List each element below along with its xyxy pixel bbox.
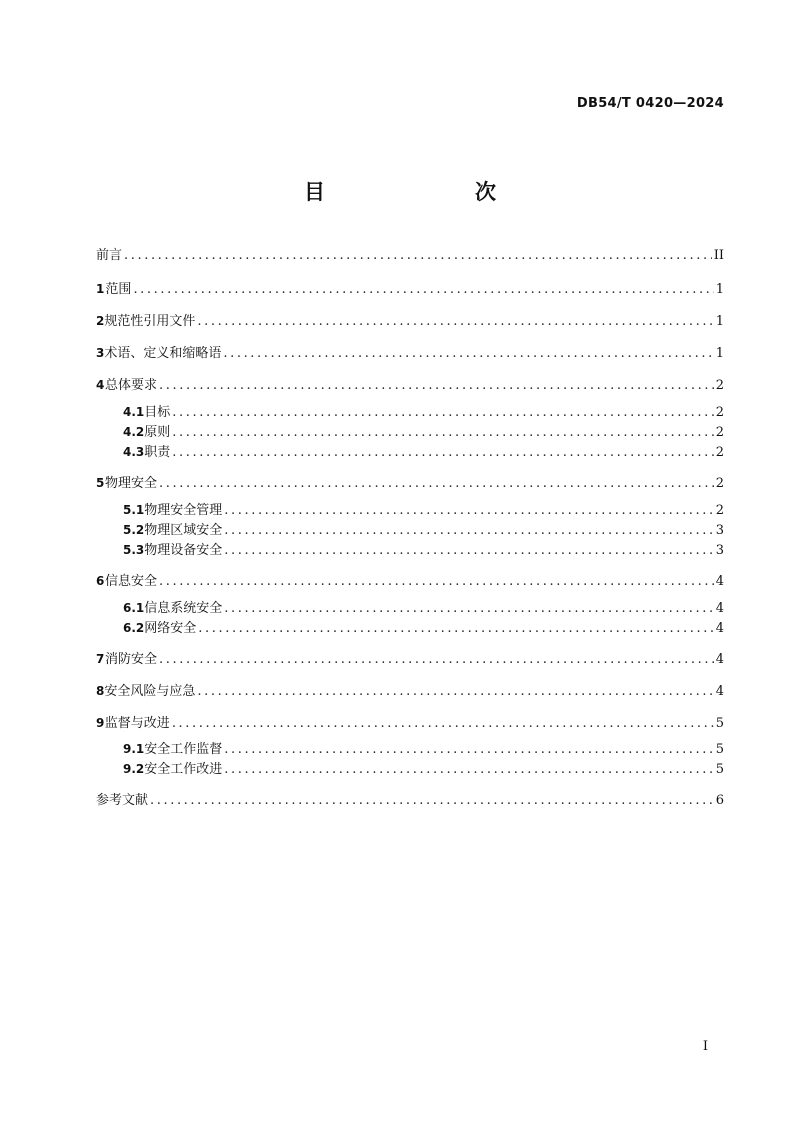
toc-entry-2[interactable]	[96, 311, 724, 331]
toc-number: 4	[96, 378, 105, 392]
toc-page-number: II	[713, 248, 724, 263]
toc-label: 职责	[144, 445, 171, 460]
toc-entry-foreword[interactable]	[96, 246, 724, 266]
toc-page-number: 5	[715, 762, 724, 777]
toc-label: 安全风险与应急	[104, 684, 196, 699]
toc-number: 2	[96, 314, 105, 328]
toc-number: 6.2	[123, 621, 145, 635]
page-number: I	[702, 1039, 708, 1054]
toc-number: 5	[96, 476, 105, 490]
dot-leader	[197, 312, 713, 332]
standard-code: DB54/T 0420—2024	[576, 96, 724, 111]
dot-leader	[172, 403, 713, 423]
dot-leader	[159, 474, 714, 494]
toc-entry-4[interactable]	[96, 375, 724, 395]
dot-leader	[133, 280, 713, 300]
toc-number: 5.2	[123, 523, 145, 537]
toc-label: 总体要求	[105, 378, 158, 393]
dot-leader	[172, 423, 713, 443]
toc-page-number: 2	[715, 378, 724, 393]
dot-leader	[224, 740, 713, 760]
toc-label: 范围	[105, 282, 132, 297]
toc-entry-9[interactable]	[96, 713, 724, 733]
toc-label: 消防安全	[105, 652, 158, 667]
dot-leader	[223, 344, 713, 364]
toc-entry-bibliography[interactable]	[96, 791, 724, 811]
toc-entry-3[interactable]	[96, 343, 724, 363]
toc-number: 9	[96, 716, 105, 730]
toc-number: 3	[96, 346, 105, 360]
toc-page-number: 4	[715, 574, 724, 589]
dot-leader	[224, 541, 713, 561]
toc-page-number: 4	[715, 652, 724, 667]
toc-page-number: 3	[715, 523, 724, 538]
toc-page-number: 5	[715, 742, 724, 757]
toc-label: 物理安全管理	[144, 503, 223, 518]
toc-page-number: 2	[715, 425, 724, 440]
dot-leader	[124, 246, 712, 266]
toc-number: 5.3	[123, 543, 145, 557]
toc-label: 监督与改进	[104, 716, 170, 731]
toc-number: 4.2	[123, 425, 145, 439]
dot-leader	[172, 443, 713, 463]
toc-entry-9-1[interactable]	[123, 739, 724, 759]
toc-label: 规范性引用文件	[104, 314, 196, 329]
toc-label: 前言	[96, 248, 123, 263]
dot-leader	[224, 501, 713, 521]
toc-page-number: 1	[715, 282, 724, 297]
toc-entry-4-3[interactable]	[123, 442, 724, 462]
dot-leader	[198, 619, 713, 639]
toc-number: 6	[96, 574, 105, 588]
toc-page-number: 2	[715, 445, 724, 460]
toc-page-number: 4	[715, 684, 724, 699]
toc-label: 参考文献	[96, 793, 149, 808]
toc-label: 物理区域安全	[144, 523, 223, 538]
dot-leader	[224, 521, 713, 541]
toc-entry-4-2[interactable]	[123, 422, 724, 442]
toc-label: 安全工作监督	[144, 742, 223, 757]
dot-leader	[159, 572, 714, 592]
toc-entry-6-1[interactable]	[123, 598, 724, 618]
dot-leader	[159, 376, 714, 396]
toc-entry-8[interactable]	[96, 681, 724, 701]
toc-page-number: 3	[715, 543, 724, 558]
toc-label: 原则	[144, 425, 171, 440]
toc-page-number: 6	[715, 793, 724, 808]
dot-leader	[197, 682, 713, 702]
toc-page-number: 5	[715, 716, 724, 731]
toc-label: 物理设备安全	[144, 543, 223, 558]
toc-page-number: 4	[715, 621, 724, 636]
toc-entry-1[interactable]	[96, 279, 724, 299]
dot-leader	[224, 760, 713, 780]
toc-entry-7[interactable]	[96, 649, 724, 669]
toc-label: 安全工作改进	[144, 762, 223, 777]
toc-number: 4.3	[123, 445, 145, 459]
toc-entry-6-2[interactable]	[123, 618, 724, 638]
toc-page-number: 1	[715, 346, 724, 361]
toc-page-number: 1	[715, 314, 724, 329]
toc-number: 6.1	[123, 601, 145, 615]
toc-number: 1	[96, 282, 105, 296]
toc-number: 9.1	[123, 742, 145, 756]
toc-number: 4.1	[123, 405, 145, 419]
toc-entry-5-3[interactable]	[123, 540, 724, 560]
toc-page-number: 2	[715, 503, 724, 518]
toc-entry-5-1[interactable]	[123, 500, 724, 520]
toc-label: 术语、定义和缩略语	[104, 346, 222, 361]
toc-page-number: 4	[715, 601, 724, 616]
dot-leader	[150, 791, 714, 811]
toc-label: 信息系统安全	[144, 601, 223, 616]
toc-page-number: 2	[715, 405, 724, 420]
dot-leader	[172, 714, 714, 734]
toc-label: 物理安全	[105, 476, 158, 491]
toc-label: 目标	[144, 405, 171, 420]
toc-number: 8	[96, 684, 105, 698]
toc-label: 信息安全	[105, 574, 158, 589]
toc-entry-9-2[interactable]	[123, 759, 724, 779]
toc-entry-6[interactable]	[96, 571, 724, 591]
dot-leader	[159, 650, 714, 670]
page-title: 目 次	[304, 180, 532, 204]
toc-number: 7	[96, 652, 105, 666]
dot-leader	[224, 599, 713, 619]
toc-entry-5[interactable]	[96, 473, 724, 493]
toc-number: 5.1	[123, 503, 145, 517]
toc-entry-5-2[interactable]	[123, 520, 724, 540]
toc-entry-4-1[interactable]	[123, 402, 724, 422]
toc-number: 9.2	[123, 762, 145, 776]
toc-page-number: 2	[715, 476, 724, 491]
toc-label: 网络安全	[144, 621, 197, 636]
